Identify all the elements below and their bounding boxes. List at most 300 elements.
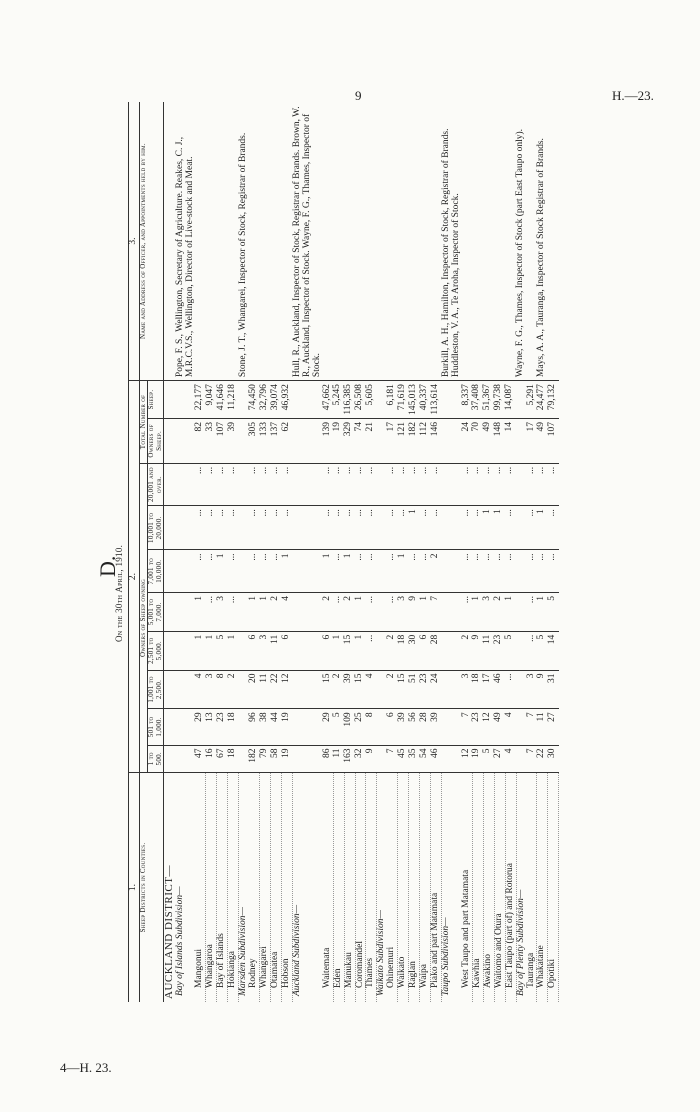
owner-count-cell: 2 — [333, 670, 344, 709]
range-header: 501 to 1,000. — [148, 709, 164, 745]
owner-count-cell: ... — [366, 593, 377, 632]
county-name: Thames — [366, 773, 377, 1003]
group-row — [377, 102, 387, 1002]
owner-count-cell: 3 — [260, 631, 271, 670]
owner-count-cell: 12 — [282, 670, 293, 709]
total-sheep-cell: 5,291 — [527, 381, 537, 419]
owner-count-cell: 86 — [323, 745, 333, 772]
owner-count-cell: ... — [409, 463, 420, 505]
owner-count-cell — [516, 506, 526, 550]
owner-count-cell: 47 — [195, 745, 205, 772]
total-sheep-cell: 11,218 — [228, 381, 239, 419]
owner-count-cell: 5 — [333, 709, 344, 745]
sheep-returns-table — [128, 102, 559, 1002]
table-body — [164, 102, 559, 1002]
owner-count-cell: 17 — [483, 670, 494, 709]
owner-count-cell: ... — [206, 593, 217, 632]
owner-count-cell: ... — [505, 550, 516, 593]
page-number: 9 — [355, 88, 362, 103]
owner-count-cell: 1 — [323, 550, 333, 593]
table-row — [462, 102, 472, 1002]
total-owners-cell — [293, 418, 323, 463]
owner-count-cell: 28 — [420, 709, 431, 745]
table-row — [355, 102, 366, 1002]
owner-count-cell: 6 — [420, 631, 431, 670]
owner-count-cell — [442, 709, 462, 745]
total-sheep-cell: 40,337 — [420, 381, 431, 419]
total-sheep-cell: 46,932 — [282, 381, 293, 419]
owner-count-cell: 15 — [398, 670, 409, 709]
owner-count-cell: 29 — [323, 709, 333, 745]
owner-count-cell: 7 — [527, 745, 537, 772]
county-name: West Taupo and part Matamata — [462, 773, 472, 1003]
total-owners-cell: 74 — [355, 418, 366, 463]
county-name: Awakino — [483, 773, 494, 1003]
owner-count-cell: 7 — [387, 745, 397, 772]
owner-count-cell: 6 — [282, 631, 293, 670]
county-name: Bay of Islands Subdivision— — [176, 773, 196, 1003]
owner-count-cell: 6 — [323, 631, 333, 670]
owner-count-cell: 3 — [527, 670, 537, 709]
owner-count-cell: 2 — [271, 593, 282, 632]
page-reference: H.—23. — [612, 88, 654, 103]
owner-count-cell: ... — [333, 463, 344, 505]
owner-count-cell: ... — [483, 550, 494, 593]
officer-cell — [260, 102, 271, 381]
total-owners-cell: 148 — [494, 418, 505, 463]
total-owners-cell: 82 — [195, 418, 205, 463]
owner-count-cell — [516, 709, 526, 745]
total-owners-cell: 121 — [398, 418, 409, 463]
owner-count-cell: ... — [282, 463, 293, 505]
owner-count-cell: 1 — [537, 593, 548, 632]
table-row — [344, 102, 355, 1002]
owner-count-cell: ... — [387, 463, 397, 505]
total-owners-cell: 62 — [282, 418, 293, 463]
owner-count-cell: ... — [398, 506, 409, 550]
total-header: Total Number of — [139, 381, 147, 464]
total-sheep-cell — [164, 381, 176, 419]
group-row — [164, 102, 176, 1002]
owner-count-cell: 18 — [472, 670, 483, 709]
owner-count-cell: 20 — [249, 670, 259, 709]
owner-count-cell: 2 — [228, 670, 239, 709]
owner-count-cell: 15 — [355, 670, 366, 709]
owner-count-cell: 11 — [537, 709, 548, 745]
county-name: Marsden Subdivision— — [239, 773, 249, 1003]
owner-count-cell: 1 — [249, 593, 259, 632]
owner-count-cell: ... — [472, 506, 483, 550]
owner-count-cell: 49 — [494, 709, 505, 745]
total-sheep-cell: 113,614 — [431, 381, 442, 419]
owner-count-cell: 8 — [366, 709, 377, 745]
owner-count-cell — [293, 670, 323, 709]
owner-count-cell: ... — [249, 550, 259, 593]
county-name: Hokianga — [228, 773, 239, 1003]
owner-count-cell: 1 — [505, 593, 516, 632]
owner-count-cell: 4 — [366, 670, 377, 709]
owner-count-cell: ... — [387, 593, 397, 632]
owner-count-cell — [516, 593, 526, 632]
owner-count-cell: 11 — [333, 745, 344, 772]
total-sheep-cell: 32,796 — [260, 381, 271, 419]
county-name: Whangaroa — [206, 773, 217, 1003]
county-name: Coromandel — [355, 773, 366, 1003]
total-owners-cell: 19 — [333, 418, 344, 463]
total-owners-cell: 305 — [249, 418, 259, 463]
owner-count-cell — [164, 506, 176, 550]
total-sheep-cell: 37,408 — [472, 381, 483, 419]
total-sheep-cell: 116,385 — [344, 381, 355, 419]
county-name: Tauranga — [527, 773, 537, 1003]
county-name: Bay of Islands — [217, 773, 228, 1003]
owner-count-cell: ... — [420, 463, 431, 505]
owner-count-cell: 3 — [206, 670, 217, 709]
owner-count-cell: 14 — [548, 631, 559, 670]
owner-count-cell — [516, 631, 526, 670]
owner-count-cell: ... — [333, 593, 344, 632]
owner-count-cell: 9 — [537, 670, 548, 709]
range-header: 2,501 to 5,000. — [148, 631, 164, 670]
col1-header: Sheep Districts in Counties. — [139, 773, 163, 1003]
officer-cell — [217, 102, 228, 381]
owner-count-cell — [442, 593, 462, 632]
owner-count-cell: 51 — [409, 670, 420, 709]
officer-cell: Hull, R., Auckland, Inspector of Stock, Registrar of Brands. Brown, W. R., Auckland, Inspector of Stock. Wayne, F. G., Thames, Inspector of Stock. — [291, 106, 322, 378]
group-row — [516, 102, 526, 1002]
owner-count-cell: ... — [527, 506, 537, 550]
owner-count-cell: 18 — [398, 631, 409, 670]
owner-count-cell: ... — [271, 506, 282, 550]
section-letter: D. — [95, 555, 120, 577]
owner-count-cell: 9 — [409, 593, 420, 632]
officer-cell — [377, 102, 387, 381]
owner-count-cell — [164, 550, 176, 593]
owner-count-cell: ... — [323, 506, 333, 550]
owner-count-cell: ... — [472, 550, 483, 593]
owner-count-cell: 3 — [462, 670, 472, 709]
owner-count-cell: 24 — [431, 670, 442, 709]
owner-count-cell: 96 — [249, 709, 259, 745]
table-row — [494, 102, 505, 1002]
owner-count-cell: 22 — [537, 745, 548, 772]
owner-count-cell: 46 — [431, 745, 442, 772]
table-row — [249, 102, 259, 1002]
owner-count-cell: 19 — [472, 745, 483, 772]
owner-count-cell — [176, 593, 196, 632]
range-header: 1,001 to 2,500. — [148, 670, 164, 709]
owner-count-cell: 12 — [483, 709, 494, 745]
footer-reference: 4—H. 23. — [60, 1060, 112, 1075]
owner-count-cell: ... — [420, 506, 431, 550]
total-owners-cell: 133 — [260, 418, 271, 463]
county-name: Taupo Subdivision— — [442, 773, 462, 1003]
owner-count-cell — [442, 745, 462, 772]
county-name: Auckland Subdivision— — [293, 773, 323, 1003]
owner-count-cell: 5 — [483, 745, 494, 772]
owner-count-cell: 18 — [228, 745, 239, 772]
owner-count-cell: ... — [527, 593, 537, 632]
range-header: 20,001 and over. — [148, 463, 164, 505]
table-row — [472, 102, 483, 1002]
owner-count-cell: 16 — [206, 745, 217, 772]
table-row — [420, 102, 431, 1002]
officer-cell — [344, 102, 355, 381]
owner-count-cell: ... — [217, 506, 228, 550]
owner-count-cell: 11 — [271, 631, 282, 670]
officer-cell — [462, 102, 472, 381]
owner-count-cell — [164, 463, 176, 505]
county-name: Waipa — [420, 773, 431, 1003]
owner-count-cell: 5 — [505, 631, 516, 670]
owner-count-cell — [442, 463, 462, 505]
county-name: Piako and part Matamata — [431, 773, 442, 1003]
total-sheep-cell: 24,477 — [537, 381, 548, 419]
total-sheep-cell: 39,074 — [271, 381, 282, 419]
owner-count-cell: ... — [366, 506, 377, 550]
owner-count-cell: 1 — [355, 631, 366, 670]
table-caption: On the 30th April, 1910. — [114, 544, 124, 642]
owner-count-cell: ... — [282, 506, 293, 550]
county-name: Opotiki — [548, 773, 559, 1003]
owner-count-cell: 2 — [323, 593, 333, 632]
owner-count-cell: ... — [206, 550, 217, 593]
owner-count-cell: 31 — [548, 670, 559, 709]
owner-count-cell: 22 — [271, 670, 282, 709]
total-sheep-cell: 5,605 — [366, 381, 377, 419]
total-sheep-header: Sheep. — [148, 381, 164, 419]
owner-count-cell — [176, 506, 196, 550]
owner-count-cell: 67 — [217, 745, 228, 772]
total-owners-cell: 14 — [505, 418, 516, 463]
owner-count-cell: 25 — [355, 709, 366, 745]
owner-count-cell: 39 — [431, 709, 442, 745]
table-row — [206, 102, 217, 1002]
table-row — [271, 102, 282, 1002]
total-owners-cell: 112 — [420, 418, 431, 463]
owner-count-cell: 23 — [472, 709, 483, 745]
officer-cell — [472, 102, 483, 381]
owner-count-cell: ... — [431, 506, 442, 550]
total-owners-cell — [164, 418, 176, 463]
county-name: Eden — [333, 773, 344, 1003]
county-name: Mangonui — [195, 773, 205, 1003]
total-sheep-cell: 99,738 — [494, 381, 505, 419]
table-row — [333, 102, 344, 1002]
total-sheep-cell: 47,662 — [323, 381, 333, 419]
owner-count-cell: 28 — [431, 631, 442, 670]
owner-count-cell: ... — [217, 463, 228, 505]
county-name: Waikato — [398, 773, 409, 1003]
owner-count-cell: ... — [505, 670, 516, 709]
county-name: Hobson — [282, 773, 293, 1003]
owner-count-cell: 7 — [462, 709, 472, 745]
owner-count-cell: 3 — [398, 593, 409, 632]
owner-count-cell: 1 — [260, 593, 271, 632]
owner-count-cell — [293, 506, 323, 550]
owner-count-cell: 39 — [398, 709, 409, 745]
owner-count-cell: ... — [344, 506, 355, 550]
owner-count-cell: 1 — [409, 506, 420, 550]
total-owners-cell: 49 — [537, 418, 548, 463]
officer-cell — [387, 102, 397, 381]
officer-cell — [366, 102, 377, 381]
owner-count-cell: 13 — [206, 709, 217, 745]
county-name: Manukau — [344, 773, 355, 1003]
owner-count-cell: ... — [494, 463, 505, 505]
owner-count-cell — [176, 631, 196, 670]
total-owners-cell: 70 — [472, 418, 483, 463]
owner-count-cell — [164, 593, 176, 632]
table-row — [366, 102, 377, 1002]
officer-cell: Burkill, A. H., Hamilton, Inspector of Stock, Registrar of Brands. Huddleston, V. A., Te Aroha, Inspector of Stock. — [440, 128, 461, 378]
owner-count-cell: 7 — [431, 593, 442, 632]
owner-count-cell: 54 — [420, 745, 431, 772]
owner-count-cell: ... — [472, 463, 483, 505]
owner-count-cell: ... — [195, 506, 205, 550]
total-sheep-cell: 8,337 — [462, 381, 472, 419]
col1-number: 1. — [129, 773, 140, 1003]
officer-cell — [548, 102, 559, 381]
total-sheep-cell — [516, 381, 526, 419]
owner-count-cell: 29 — [195, 709, 205, 745]
owner-count-cell: 2 — [387, 670, 397, 709]
owner-count-cell: 1 — [217, 550, 228, 593]
officer-cell — [195, 102, 205, 381]
total-sheep-cell: 74,450 — [249, 381, 259, 419]
owner-count-cell — [176, 550, 196, 593]
owner-count-cell: ... — [420, 550, 431, 593]
owner-count-cell — [442, 631, 462, 670]
owner-count-cell: ... — [366, 631, 377, 670]
owner-count-cell: ... — [409, 550, 420, 593]
col3-header: Name and Address of Officer, and Appointments held by him. — [139, 102, 163, 381]
table-row — [398, 102, 409, 1002]
owner-count-cell: 1 — [472, 593, 483, 632]
owner-count-cell: ... — [366, 463, 377, 505]
owner-count-cell: ... — [462, 550, 472, 593]
officer-cell — [333, 102, 344, 381]
owner-count-cell: 5 — [537, 631, 548, 670]
owner-count-cell: ... — [527, 631, 537, 670]
total-owners-cell: 39 — [228, 418, 239, 463]
owner-count-cell: 27 — [548, 709, 559, 745]
owner-count-cell: 6 — [249, 631, 259, 670]
owner-count-cell: 11 — [483, 631, 494, 670]
officer-cell — [494, 102, 505, 381]
total-owners-cell: 17 — [527, 418, 537, 463]
owner-count-cell: ... — [366, 550, 377, 593]
owner-count-cell: 32 — [355, 745, 366, 772]
total-owners-cell: 137 — [271, 418, 282, 463]
officer-cell — [398, 102, 409, 381]
owner-count-cell: 30 — [409, 631, 420, 670]
owner-count-cell: 4 — [505, 745, 516, 772]
owner-count-cell: 163 — [344, 745, 355, 772]
total-sheep-cell: 9,047 — [206, 381, 217, 419]
owner-count-cell: 1 — [195, 631, 205, 670]
owner-count-cell: 23 — [494, 631, 505, 670]
owner-count-cell — [164, 631, 176, 670]
owner-count-cell: 39 — [344, 670, 355, 709]
range-header: 7,001 to 10,000. — [148, 550, 164, 593]
owner-count-cell — [164, 670, 176, 709]
owner-count-cell: 1 — [398, 550, 409, 593]
owner-count-cell: ... — [228, 506, 239, 550]
county-name: East Taupo (part of) and Rotorua — [505, 773, 516, 1003]
county-name: Otamatea — [271, 773, 282, 1003]
total-owners-cell: 21 — [366, 418, 377, 463]
county-name: Kawhia — [472, 773, 483, 1003]
table-row — [323, 102, 333, 1002]
owner-count-cell: 1 — [228, 631, 239, 670]
total-owners-cell: 146 — [431, 418, 442, 463]
total-sheep-cell: 5,245 — [333, 381, 344, 419]
owner-count-cell: 1 — [483, 506, 494, 550]
owner-count-cell: 15 — [344, 631, 355, 670]
owner-count-cell: 9 — [366, 745, 377, 772]
owner-count-cell: 23 — [217, 709, 228, 745]
range-header: 5,001 to 7,000. — [148, 593, 164, 632]
owner-count-cell: ... — [462, 593, 472, 632]
owner-count-cell: 2 — [462, 631, 472, 670]
owner-count-cell: 6 — [387, 709, 397, 745]
owner-count-cell: 19 — [282, 709, 293, 745]
total-owners-cell — [516, 418, 526, 463]
owner-count-cell — [293, 745, 323, 772]
owner-count-cell — [176, 463, 196, 505]
officer-cell — [249, 102, 259, 381]
owner-count-cell: 5 — [548, 593, 559, 632]
county-name: Ohinemuri — [387, 773, 397, 1003]
total-owners-header: Owners of Sheep. — [148, 418, 164, 463]
table-row — [409, 102, 420, 1002]
owner-count-cell: 8 — [217, 670, 228, 709]
total-sheep-cell — [442, 381, 462, 419]
owner-count-cell — [176, 670, 196, 709]
total-sheep-cell: 79,132 — [548, 381, 559, 419]
owner-count-cell: 38 — [260, 709, 271, 745]
owner-count-cell: ... — [494, 550, 505, 593]
owner-count-cell: ... — [355, 463, 366, 505]
owner-count-cell: 1 — [494, 506, 505, 550]
table-row — [548, 102, 559, 1002]
owner-count-cell: 44 — [271, 709, 282, 745]
owner-count-cell: 4 — [282, 593, 293, 632]
officer-cell — [164, 102, 176, 381]
owner-count-cell: 3 — [217, 593, 228, 632]
table-row — [483, 102, 494, 1002]
total-owners-cell: 107 — [217, 418, 228, 463]
owner-count-cell: ... — [462, 506, 472, 550]
total-owners-cell: 139 — [323, 418, 333, 463]
owner-count-cell: ... — [355, 550, 366, 593]
owner-count-cell: ... — [260, 463, 271, 505]
county-name: Waitemata — [323, 773, 333, 1003]
owners-group-header: Owners of Sheep owning — [139, 463, 147, 772]
owner-count-cell — [516, 670, 526, 709]
total-sheep-cell: 145,013 — [409, 381, 420, 419]
col3-number: 3. — [129, 102, 140, 381]
owner-count-cell: 182 — [249, 745, 259, 772]
county-name: Whakatane — [537, 773, 548, 1003]
owner-count-cell: ... — [462, 463, 472, 505]
owner-count-cell — [164, 745, 176, 772]
owner-count-cell: ... — [548, 550, 559, 593]
owner-count-cell: ... — [548, 506, 559, 550]
owner-count-cell: ... — [228, 593, 239, 632]
county-name: Bay of Plenty Subdivision— — [516, 773, 526, 1003]
